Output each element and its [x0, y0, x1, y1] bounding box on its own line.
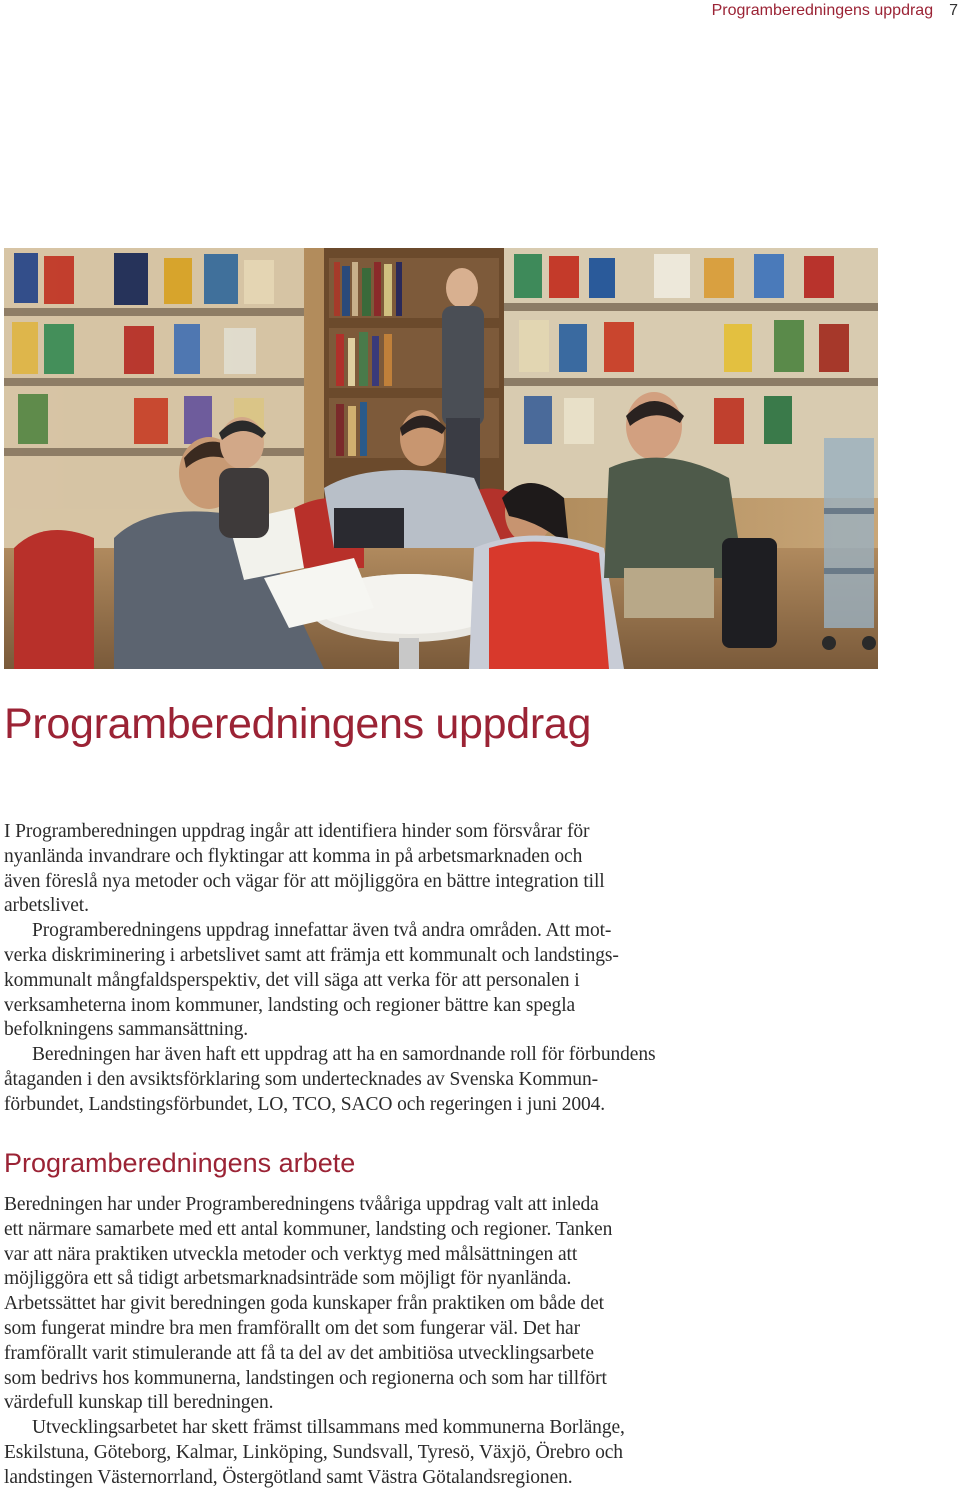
running-title: Programberedningens uppdrag	[711, 2, 934, 19]
right-shelf	[504, 248, 878, 498]
library-photo-illustration	[4, 248, 878, 669]
section-line: möjliggöra ett så tidigt arbetsmarknadsinträde som möjligt för nyanlända.	[4, 1268, 572, 1290]
section-line: Eskilstuna, Göteborg, Kalmar, Linköping, Sundsvall, Tyresö, Växjö, Örebro och	[4, 1441, 623, 1463]
section-heading: Programberedningens arbete	[4, 1148, 356, 1178]
intro-line: Beredningen har även haft ett uppdrag att ha en samordnande roll för förbundens	[32, 1044, 656, 1066]
intro-line: förbundet, Landstingsförbundet, LO, TCO, SACO och regeringen i juni 2004.	[4, 1093, 606, 1115]
intro-line: även föreslå nya metoder och vägar för att möjliggöra en bättre integration till	[4, 870, 605, 892]
section-text	[4, 1193, 724, 1491]
running-header	[712, 0, 960, 22]
intro-line: nyanlända invandrare och flyktingar att komma in på arbetsmarknaden och	[4, 845, 583, 867]
intro-line: verka diskriminering i arbetslivet samt att främja ett kommunalt och landstings-	[4, 944, 619, 966]
section-line: Beredningen har under Programberedningens tvååriga uppdrag valt att inleda	[4, 1194, 599, 1215]
page-number: 7	[949, 2, 958, 19]
section-line: som bedrivs hos kommunerna, landstingen och regionerna och som har tillfört	[4, 1367, 607, 1389]
library-photo	[4, 248, 878, 669]
intro-line: åtaganden i den avsiktsförklaring som undertecknades av Svenska Kommun-	[4, 1068, 598, 1090]
section-line: värdefull kunskap till beredningen.	[4, 1392, 274, 1414]
section-line: som fungerat mindre bra men framförallt om det som fungerar väl. Det har	[4, 1317, 580, 1339]
intro-line: I Programberedningen uppdrag ingår att identifiera hinder som försvårar för	[4, 821, 590, 842]
section-line: landstingen Västernorrland, Östergötland samt Västra Götalandsregionen.	[4, 1466, 573, 1488]
intro-line: arbetslivet.	[4, 895, 89, 917]
book-cart	[822, 438, 876, 650]
intro-line: verksamheterna inom kommuner, landsting och regioner bättre kan spegla	[4, 994, 576, 1016]
section-line: Arbetssättet har givit beredningen goda kunskaper från praktiken om både det	[4, 1293, 604, 1315]
section-line: ett närmare samarbete med ett antal kommuner, landsting och regioner. Tanken	[4, 1218, 613, 1240]
intro-text	[4, 820, 724, 1118]
page-title: Programberedningens uppdrag	[4, 700, 592, 748]
section-line: Utvecklingsarbetet har skett främst tillsammans med kommunerna Borlänge,	[32, 1417, 625, 1439]
seated-man-glasses	[219, 417, 269, 538]
section-line: var att nära praktiken utveckla metoder och verktyg med målsättningen att	[4, 1243, 578, 1265]
intro-line: Programberedningens uppdrag innefattar även två andra områden. Att mot-	[32, 920, 612, 942]
intro-line: kommunalt mångfaldsperspektiv, det vill säga att verka för att personalen i	[4, 969, 580, 991]
intro-line: befolkningens sammansättning.	[4, 1019, 249, 1041]
section-line: framförallt varit stimulerande att få ta del av det ambitiösa utvecklingsarbete	[4, 1342, 594, 1364]
